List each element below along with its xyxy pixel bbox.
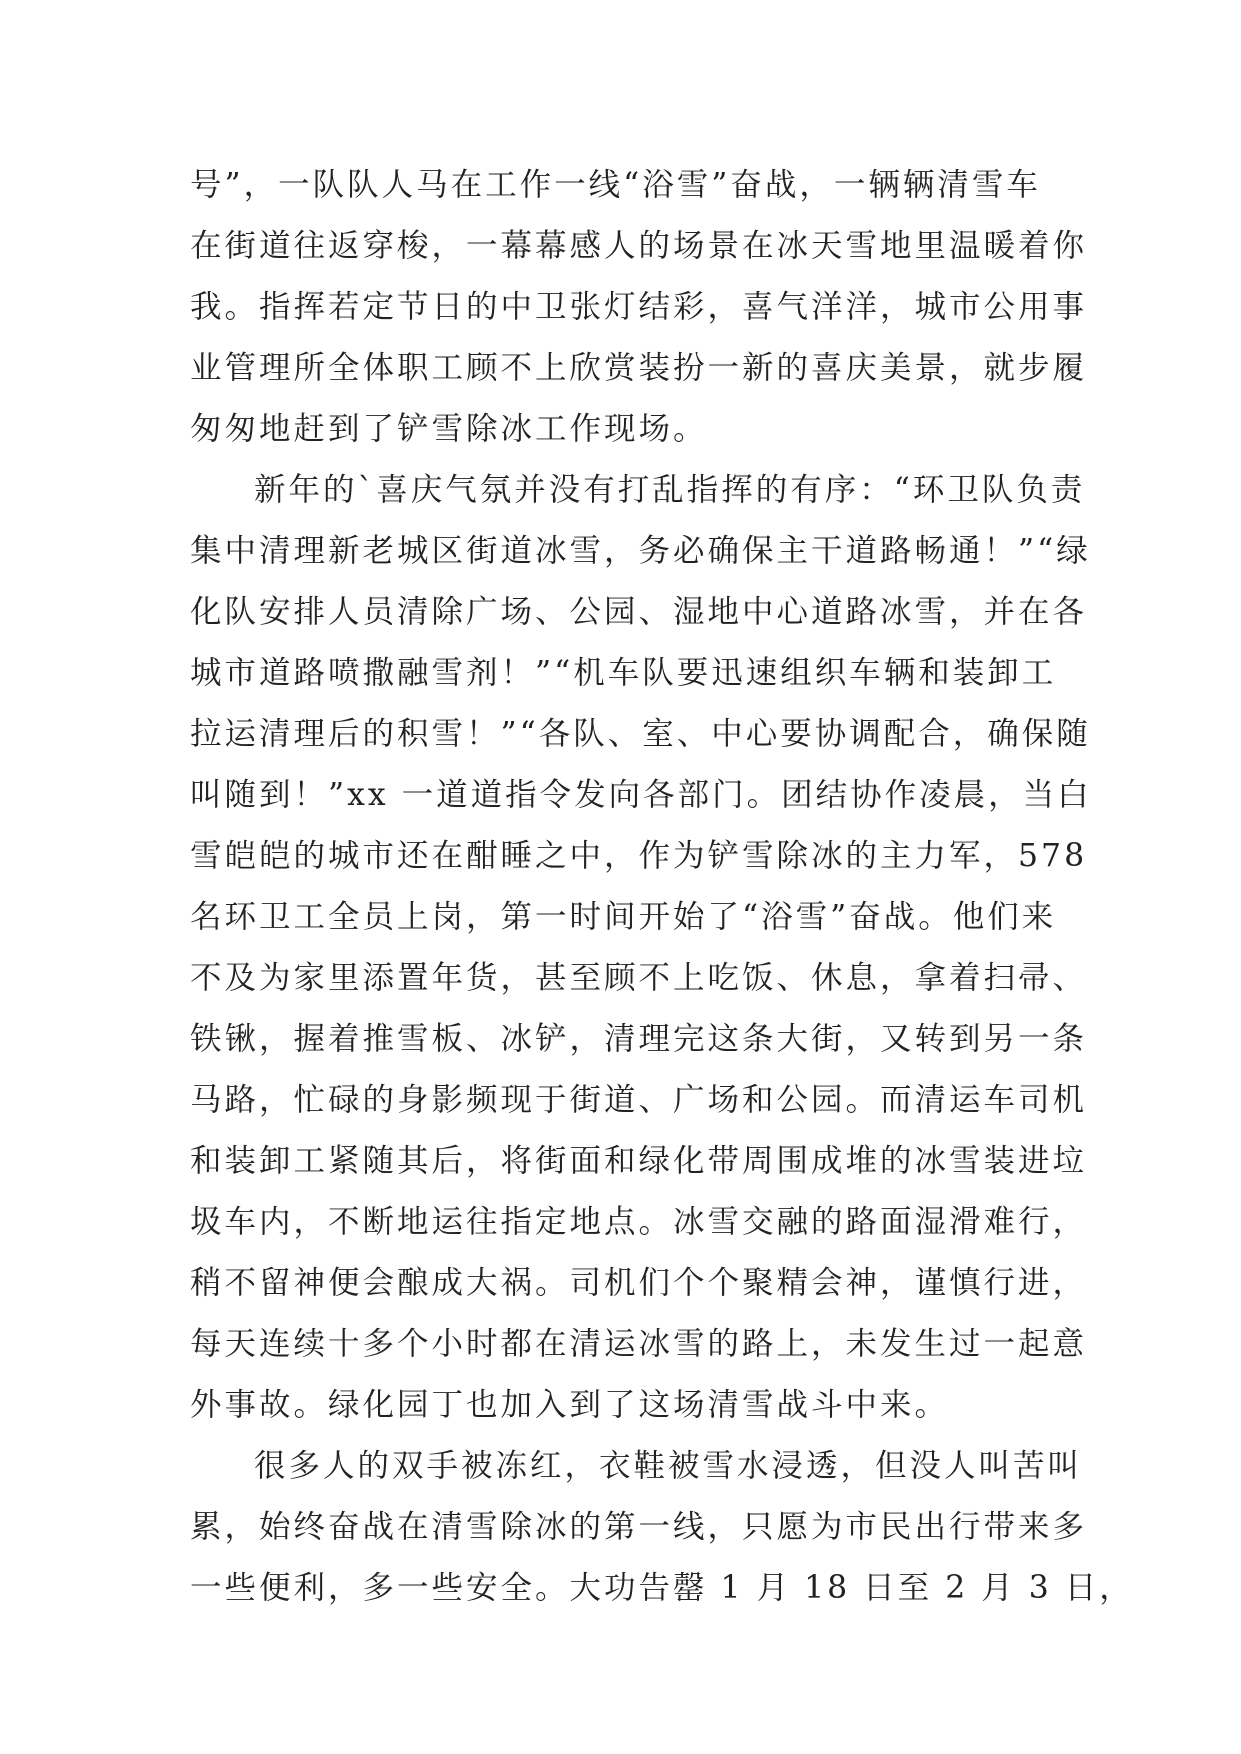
text-line: 每天连续十多个小时都在清运冰雪的路上，未发生过一起意 xyxy=(190,1326,1088,1362)
text-line: 不及为家里添置年货，甚至顾不上吃饭、休息，拿着扫帚、 xyxy=(190,960,1088,996)
text-line: 我。指挥若定节日的中卫张灯结彩，喜气洋洋，城市公用事 xyxy=(190,289,1088,325)
text-line: 拉运清理后的积雪！”“各队、室、中心要协调配合，确保随 xyxy=(190,716,1091,752)
text-line: 名环卫工全员上岗，第一时间开始了“浴雪”奋战。他们来 xyxy=(190,899,1057,935)
text-line: 新年的`喜庆气氛并没有打乱指挥的有序：“环卫队负责 xyxy=(254,472,1086,508)
text-line: 匆匆地赶到了铲雪除冰工作现场。 xyxy=(190,411,708,447)
paragraph-1 xyxy=(190,155,1088,460)
text-line: 和装卸工紧随其后，将街面和绿化带周围成堆的冰雪装进垃 xyxy=(190,1143,1088,1179)
text-line: 铁锹，握着推雪板、冰铲，清理完这条大街，又转到另一条 xyxy=(190,1021,1088,1057)
paragraph-2 xyxy=(190,460,1092,1436)
text-line: 一些便利，多一些安全。大功告罄 1 月 18 日至 2 月 3 日， xyxy=(190,1570,1134,1606)
text-line: 很多人的双手被冻红，衣鞋被雪水浸透，但没人叫苦叫 xyxy=(254,1448,1083,1484)
text-line: 集中清理新老城区街道冰雪，务必确保主干道路畅通！”“绿 xyxy=(190,533,1091,569)
text-line: 外事故。绿化园丁也加入到了这场清雪战斗中来。 xyxy=(190,1387,950,1423)
text-line: 号”，一队队人马在工作一线“浴雪”奋战，一辆辆清雪车 xyxy=(190,167,1041,203)
text-line: 城市道路喷撒融雪剂！”“机车队要迅速组织车辆和装卸工 xyxy=(190,655,1057,691)
text-line: 化队安排人员清除广场、公园、湿地中心道路冰雪，并在各 xyxy=(190,594,1088,630)
text-line: 叫随到！”xx 一道道指令发向各部门。团结协作凌晨，当白 xyxy=(190,777,1092,813)
text-line: 业管理所全体职工顾不上欣赏装扮一新的喜庆美景，就步履 xyxy=(190,350,1088,386)
text-line: 雪皑皑的城市还在酣睡之中，作为铲雪除冰的主力军，578 xyxy=(190,838,1088,874)
body-text xyxy=(190,155,1134,1619)
text-line: 在街道往返穿梭，一幕幕感人的场景在冰天雪地里温暖着你 xyxy=(190,228,1088,264)
text-line: 累，始终奋战在清雪除冰的第一线，只愿为市民出行带来多 xyxy=(190,1509,1088,1545)
text-line: 圾车内，不断地运往指定地点。冰雪交融的路面湿滑难行， xyxy=(190,1204,1088,1240)
text-line: 稍不留神便会酿成大祸。司机们个个聚精会神，谨慎行进， xyxy=(190,1265,1088,1301)
text-line: 马路，忙碌的身影频现于街道、广场和公园。而清运车司机 xyxy=(190,1082,1088,1118)
paragraph-3 xyxy=(190,1436,1134,1619)
